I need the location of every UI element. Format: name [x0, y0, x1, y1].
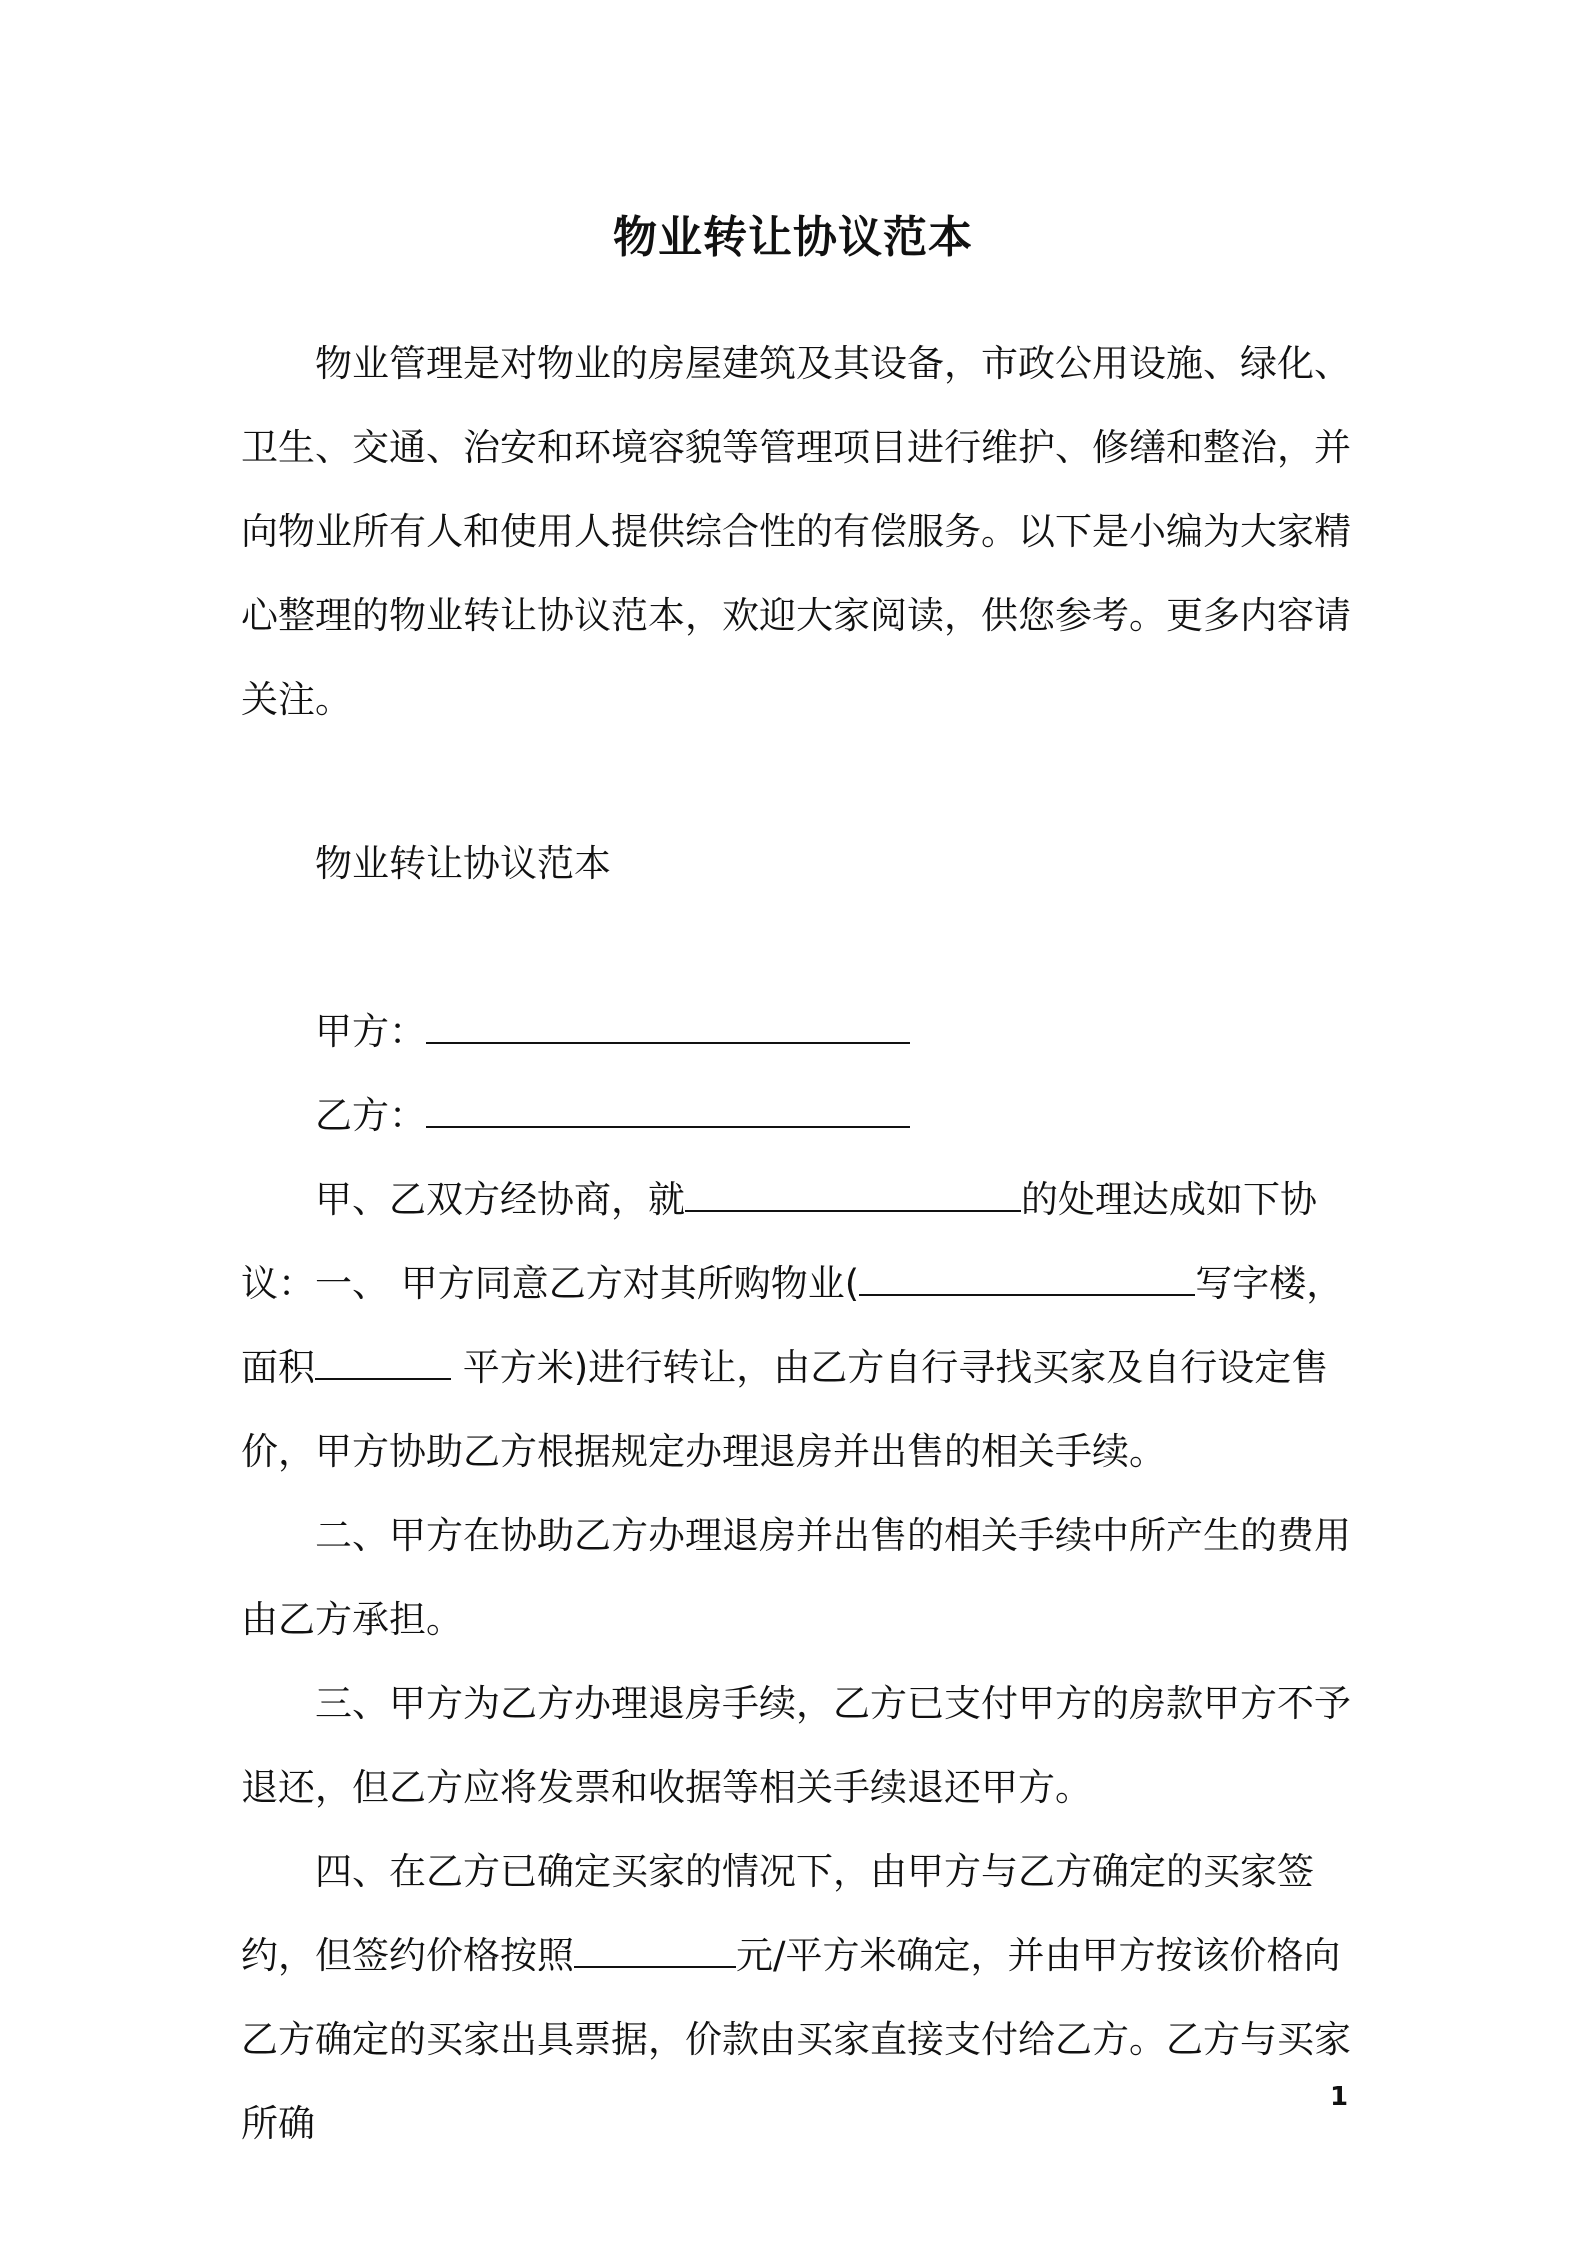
clause-1-part-c: 平方米)进行转让，由乙方自行寻找买家及自行设定售价，甲方协助乙方根据规定办理退房并出售的相关手续。: [241, 1346, 1329, 1473]
agreement-prefix: 甲、乙双方经协商，就: [315, 1178, 685, 1221]
clause-3: 三、甲方为乙方办理退房手续，乙方已支付甲方的房款甲方不予退还，但乙方应将发票和收据等相关手续退还甲方。: [241, 1682, 1351, 1809]
section-title: 物业转让协议范本: [315, 842, 611, 885]
clause-4-part-b: 元/平方米确定，并由甲方按该价格向乙方确定的买家出具票据，价款由买家直接支付给乙方。乙方与买家所确: [241, 1934, 1351, 2145]
clause-1-part-a: 一、 甲方同意乙方对其所购物业(: [315, 1262, 860, 1305]
party-b-blank: [426, 1082, 910, 1128]
clause-4-part-a: 四、在乙方已确定买家的情况下，由甲方与乙方确定的买家签约，但签约价格按照: [241, 1850, 1314, 1977]
intro-paragraph: 物业管理是对物业的房屋建筑及其设备，市政公用设施、绿化、卫生、交通、治安和环境容貌等管理项目进行维护、修缮和整治，并向物业所有人和使用人提供综合性的有偿服务。以下是小编为大家精心整理的物业转让协议范本，欢迎大家阅读，供您参考。更多内容请关注。: [241, 342, 1351, 721]
price-blank: [574, 1922, 736, 1968]
clause-1-part-b: 写字楼，面积: [241, 1262, 1344, 1389]
clauses: [241, 1242, 1351, 2166]
clause-4: [241, 1830, 1351, 2166]
matter-blank: [685, 1166, 1021, 1212]
party-b-label: 乙方：: [315, 1094, 426, 1137]
clause-1: [241, 1242, 1351, 1494]
party-a-label: 甲方：: [315, 1010, 426, 1053]
agreement-suffix: 的处理达成如下协议：: [241, 1178, 1317, 1305]
area-blank: [315, 1334, 451, 1380]
party-a-blank: [426, 998, 910, 1044]
clause-2: 二、甲方在协助乙方办理退房并出售的相关手续中所产生的费用由乙方承担。: [241, 1514, 1351, 1641]
document-title: 物业转让协议范本: [613, 212, 973, 263]
party-a-line: [241, 990, 1351, 1074]
property-blank: [859, 1250, 1195, 1296]
party-b-line: [241, 1074, 1351, 1158]
page-number: 1: [1330, 2082, 1349, 2112]
